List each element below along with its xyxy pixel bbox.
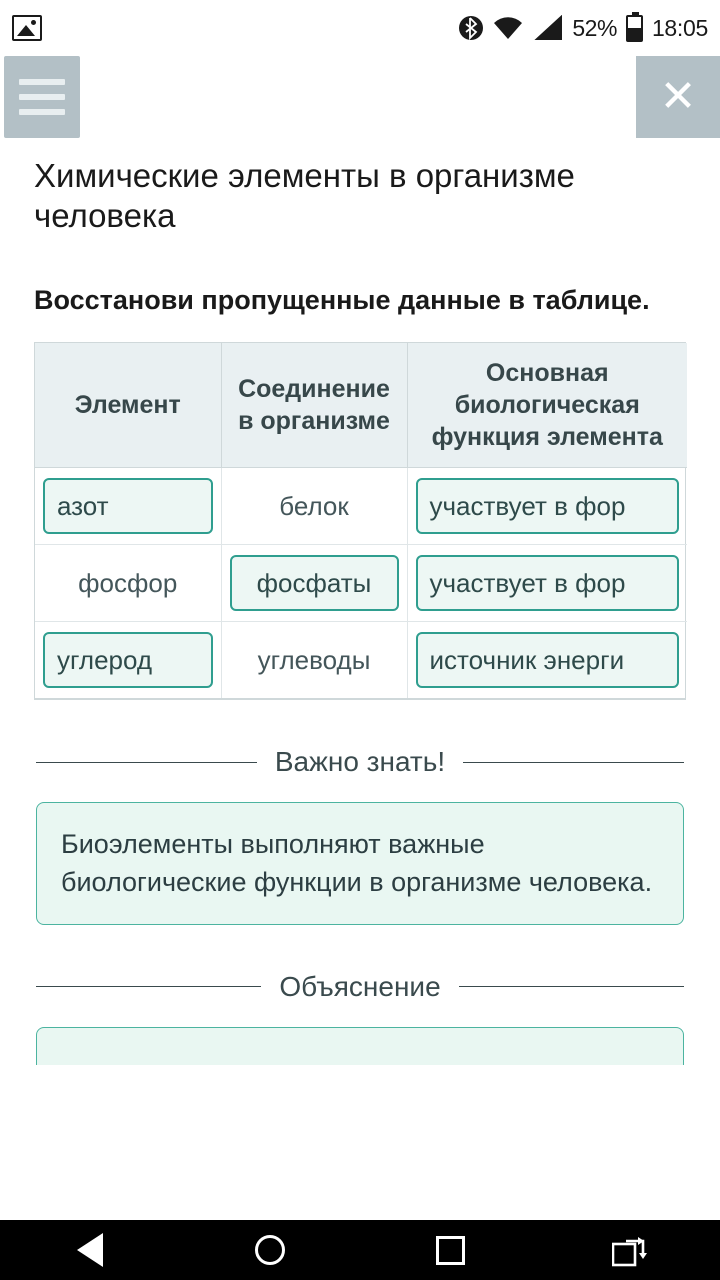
app-switch-icon[interactable] — [570, 1220, 690, 1280]
status-bar-right — [459, 13, 708, 43]
back-icon[interactable] — [30, 1220, 150, 1280]
table-row — [35, 545, 687, 622]
header-bar — [0, 56, 720, 142]
status-bar-left — [12, 15, 42, 41]
answer-slot-function-1[interactable]: участвует в фор — [416, 478, 680, 534]
section-label-explanation: Объяснение — [279, 970, 441, 1002]
divider-line-right — [463, 762, 684, 763]
recents-icon[interactable] — [390, 1220, 510, 1280]
important-info-box: Биоэлементы выполняют важные биологические функции в организме человека. — [36, 802, 684, 925]
section-label-important: Важно знать! — [274, 746, 446, 778]
divider-line-left — [36, 986, 261, 987]
cell-element-1 — [35, 468, 221, 545]
cell-function-1 — [407, 468, 687, 545]
answer-slot-function-2[interactable]: участвует в фор — [416, 555, 680, 611]
table-header-element: Элемент — [35, 343, 221, 468]
answer-slot-element-1[interactable]: азот — [43, 478, 213, 534]
battery-percent: 52% — [572, 14, 617, 41]
section-divider-important — [36, 746, 684, 778]
answer-slot-element-3[interactable]: углерод — [43, 632, 213, 688]
table-header-compound: Соединение в организме — [221, 343, 407, 468]
exercise-table — [34, 342, 686, 700]
table-row — [35, 468, 687, 545]
cell-element-2 — [35, 545, 221, 622]
cell-function-2 — [407, 545, 687, 622]
wifi-icon — [492, 15, 524, 41]
cell-compound-2 — [221, 545, 407, 622]
divider-line-right — [459, 986, 684, 987]
cell-function-3 — [407, 622, 687, 699]
android-nav-bar — [0, 1220, 720, 1280]
cell-compound-1 — [221, 468, 407, 545]
divider-line-left — [36, 762, 257, 763]
image-icon — [12, 15, 42, 41]
page-title: Химические элементы в организме человека — [34, 157, 575, 235]
static-value-compound-3: углеводы — [257, 644, 371, 675]
section-divider-explanation — [36, 971, 684, 1003]
cell-element-3 — [35, 622, 221, 699]
table-header-row — [35, 343, 687, 468]
task-prompt: Восстанови пропущенные данные в таблице. — [34, 284, 650, 315]
home-icon[interactable] — [210, 1220, 330, 1280]
answer-slot-compound-2[interactable]: фосфаты — [230, 555, 399, 611]
static-value-element-2: фосфор — [78, 567, 178, 598]
status-bar — [0, 0, 720, 56]
static-value-compound-1: белок — [279, 490, 349, 521]
battery-icon — [626, 15, 643, 42]
explanation-info-box — [36, 1027, 684, 1065]
status-clock: 18:05 — [651, 14, 708, 41]
table-header-function: Основная биологическая функция элемента — [407, 343, 687, 468]
bluetooth-icon — [459, 13, 483, 43]
lesson-content — [0, 142, 720, 1220]
close-icon[interactable]: ✕ — [636, 56, 720, 138]
table-row — [35, 622, 687, 699]
hamburger-menu-icon[interactable] — [4, 56, 80, 138]
signal-icon — [533, 15, 563, 41]
answer-slot-function-3[interactable]: источник энерги — [416, 632, 680, 688]
cell-compound-3 — [221, 622, 407, 699]
